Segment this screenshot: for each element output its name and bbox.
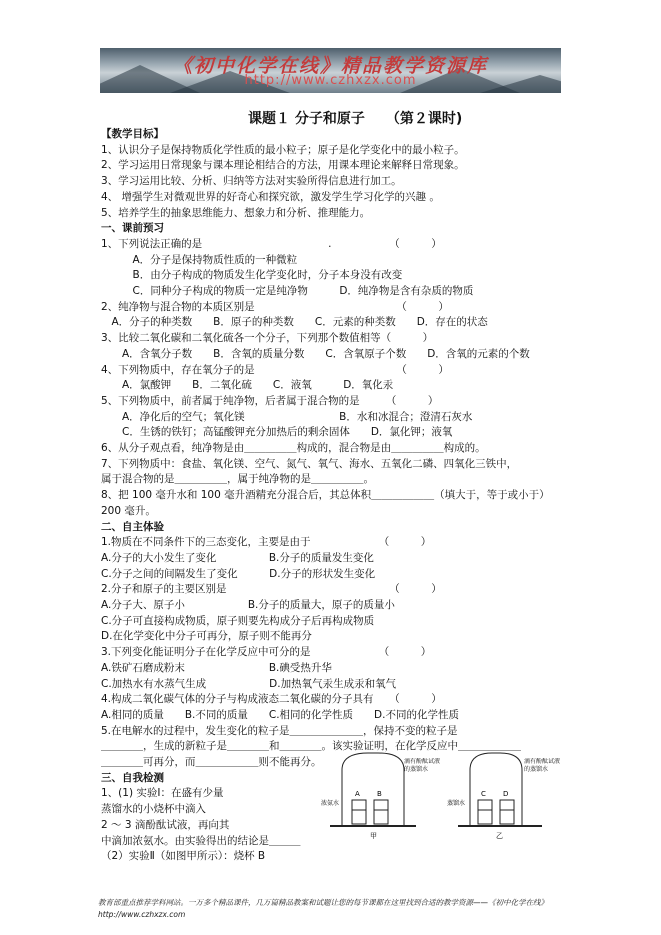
document-line: 属于混合物的是＿＿＿＿＿，属于纯净物的是＿＿＿＿＿。	[101, 473, 374, 485]
document-line: 5、下列物质中，前者属于纯净物，后者属于混合物的是 （ ）	[101, 395, 439, 407]
document-line: 4、 增强学生对微观世界的好奇心和探究欲，激发学生学习化学的兴趣 。	[101, 191, 440, 203]
document-line: 中滴加浓氨水。由实验得出的结论是＿＿＿	[101, 835, 301, 847]
document-line: ＿＿＿＿可再分，而＿＿＿＿＿＿则不能再分。	[101, 756, 322, 768]
document-line: A．含氧分子数 B．含氧的质量分数 C．含氧原子个数 D．含氧的元素的个数	[101, 348, 530, 360]
document-line: B．由分子构成的物质发生化学变化时，分子本身没有改变	[101, 269, 403, 281]
figure-label-yi: 乙	[496, 832, 503, 840]
beaker-c-label: C	[481, 790, 486, 798]
bell-jar	[342, 753, 404, 826]
document-line: 3.下列变化能证明分子在化学反应中可分的是 （ ）	[101, 646, 432, 658]
document-line: A．分子是保持物质性质的一种微粒	[101, 254, 298, 266]
document-line: 5.在电解水的过程中，发生变化的粒子是＿＿＿＿＿＿＿，保持不变的粒子是	[101, 725, 458, 737]
right-outer-label: 蒸馏水	[447, 800, 466, 807]
document-line: 1、下列说法正确的是 . （ ）	[101, 238, 442, 250]
document-line: A.分子大、原子小 B.分子的质量大，原子的质量小	[101, 599, 395, 611]
left-side-label	[404, 758, 440, 804]
document-line: 7、下列物质中：食盐、氧化镁、空气、氮气、氧气、海水、五氧化二磷、四氧化三铁中，	[101, 458, 518, 470]
experiment-figure	[320, 748, 560, 840]
document-line: 一、课前预习	[101, 222, 164, 234]
document-line: A．氯酸钾 B．二氧化硫 C．液氧 D．氧化汞	[101, 379, 394, 391]
header-banner	[100, 48, 561, 93]
banner-url: http://www.czhxzx.com	[244, 73, 417, 88]
document-line: A．分子的种类数 B．原子的种类数 C．元素的种类数 D．存在的状态	[101, 316, 488, 328]
document-line: ＿＿＿＿，生成的新粒子是＿＿＿＿和＿＿＿＿。该实验证明，在化学反应中＿＿＿＿＿＿	[101, 740, 521, 752]
document-line: 二、自主体验	[101, 521, 164, 533]
beaker-b	[374, 800, 388, 824]
document-line: A．净化后的空气；氧化镁 B．水和冰混合；澄清石灰水	[101, 411, 473, 423]
document-line: A.分子的大小发生了变化 B.分子的质量发生变化	[101, 552, 374, 564]
document-line: A.铁矿石磨成粉末 B.碘受热升华	[101, 662, 332, 674]
document-line: 2、纯净物与混合物的本质区别是 （ ）	[101, 301, 449, 313]
beaker-a	[352, 800, 366, 824]
document-line: 4.构成二氧化碳气体的分子与构成液态二氧化碳的分子具有 （ ）	[101, 693, 442, 705]
document-line: 3、学习运用比较、分析、归纳等方法对实验所得信息进行加工。	[101, 175, 402, 187]
document-line: C．生锈的铁钉；高锰酸钾充分加热后的剩余固体 D．氯化钾；液氧	[101, 426, 453, 438]
document-line: C.分子之间的间隔发生了变化 D.分子的形状发生变化	[101, 568, 376, 580]
document-line: 2.分子和原子的主要区别是 （ ）	[101, 583, 442, 595]
banner-title: 《初中化学在线》精品教学资源库	[172, 55, 488, 77]
document-line: 8、把 100 毫升水和 100 毫升酒精充分混合后，其总体积＿＿＿＿＿＿（填大于，等于或小于）	[101, 489, 550, 501]
document-line: 2 ～ 3 滴酚酞试液，再向其	[101, 819, 230, 831]
document-line: 200 毫升。	[101, 505, 156, 517]
document-line: （2）实验Ⅱ（如图甲所示）：烧杯 B	[101, 850, 266, 862]
document-line: A.相同的质量 B.不同的质量 C.相同的化学性质 D.不同的化学性质	[101, 709, 459, 721]
document-line: C.分子可直接构成物质，原子则要先构成分子后再构成物质	[101, 615, 375, 627]
document-line: 4、下列物质中，存在氧分子的是 （ ）	[101, 364, 449, 376]
document-line: 3、比较二氧化碳和二氧化硫各一个分子，下列那个数值相等（ ）	[101, 332, 434, 344]
right-side-label-text: 滴有酚酞试液的蒸馏水	[524, 758, 560, 773]
beaker-a-label: A	[355, 790, 360, 798]
document-line: 1、认识分子是保持物质化学性质的最小粒子；原子是化学变化中的最小粒子。	[101, 144, 465, 156]
document-line: 1.物质在不同条件下的三态变化，主要是由于 （ ）	[101, 536, 432, 548]
document-line: 蒸馏水的小烧杯中滴入	[101, 803, 206, 815]
beaker-c	[478, 800, 492, 824]
left-outer-label: 浓氨水	[321, 800, 340, 807]
document-line: C．同种分子构成的物质一定是纯净物 D．纯净物是含有杂质的物质	[101, 285, 474, 297]
beaker-d-label: D	[503, 790, 509, 798]
left-side-label-text: 滴有酚酞试液的蒸馏水	[404, 758, 440, 773]
beaker-b-label: B	[377, 790, 382, 798]
document-line: 2、学习运用日常现象与课本理论相结合的方法，用课本理论来解释日常现象。	[101, 159, 465, 171]
document-line: D.在化学变化中分子可再分，原子则不能再分	[101, 630, 312, 642]
document-line: 1、(1) 实验Ⅰ：在盛有少量	[101, 787, 224, 799]
document-line: 【教学目标】	[101, 128, 164, 140]
figure-label-jia: 甲	[370, 832, 377, 840]
document-line: 三、自我检测	[101, 772, 164, 784]
page-footer: 教育部重点推荐学科网站。一万多个精品课件，几万篇精品教案和试题让您的每节课都在这里找到合适的教学资源——《初中化学在线》http://www.czhxzx.com	[98, 898, 548, 919]
right-side-label	[524, 758, 560, 804]
document-line: 5、培养学生的抽象思维能力、想象力和分析、推理能力。	[101, 207, 371, 219]
page-title: 课题１ 分子和原子 （第２课时)	[248, 111, 463, 127]
document-line: C.加热水有水蒸气生成 D.加热氧气汞生成汞和氧气	[101, 678, 397, 690]
beaker-d	[500, 800, 514, 824]
document-line: 6、从分子观点看，纯净物是由＿＿＿＿＿构成的，混合物是由＿＿＿＿＿构成的。	[101, 442, 486, 454]
